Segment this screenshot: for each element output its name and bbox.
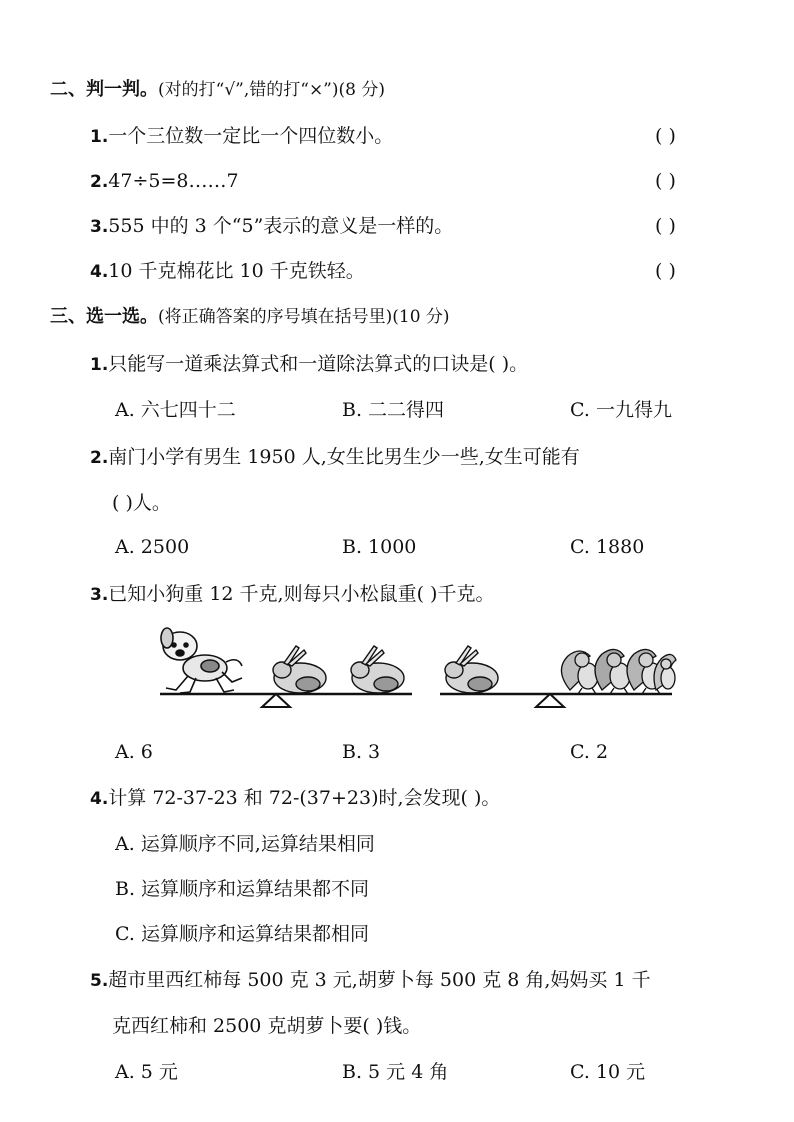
choice-question-2 [90, 445, 580, 470]
option-b[interactable]: B. 二二得四 [342, 399, 445, 421]
question-text: 已知小狗重 12 千克,则每只小松鼠重( )千克。 [108, 583, 495, 605]
choice-question-5 [90, 968, 651, 993]
option-c[interactable]: C. 10 元 [570, 1061, 646, 1083]
rabbit-figure [351, 646, 404, 693]
question-number: 5. [90, 971, 109, 991]
option-c[interactable]: C. 一九得九 [570, 399, 672, 421]
question-text: 只能写一道乘法算式和一道除法算式的口诀是( )。 [108, 353, 529, 375]
option-a[interactable]: A. 5 元 [115, 1061, 178, 1083]
section-3-note: (将正确答案的序号填在括号里)(10 分) [158, 307, 450, 327]
question-text-continued: ( )人。 [112, 492, 171, 514]
answer-parentheses[interactable]: ( ) [655, 260, 676, 282]
judge-question-3 [90, 214, 453, 239]
judge-question-2 [90, 169, 239, 194]
question-text: 555 中的 3 个“5”表示的意义是一样的。 [108, 215, 454, 237]
option-a[interactable]: A. 六七四十二 [115, 399, 236, 421]
question-number: 3. [90, 585, 109, 605]
rabbit-figure [445, 646, 498, 693]
question-number: 2. [90, 172, 109, 192]
choice-question-4 [90, 786, 500, 811]
option-b[interactable]: B. 运算顺序和运算结果都不同 [115, 878, 370, 900]
judge-question-1 [90, 124, 393, 149]
question-number: 1. [90, 127, 109, 147]
balance-illustration [150, 620, 680, 715]
section-2-note: (对的打“√”,错的打“×”)(8 分) [158, 80, 385, 100]
question-text: 47÷5=8……7 [108, 170, 239, 192]
option-a[interactable]: A. 2500 [115, 536, 190, 558]
option-b[interactable]: B. 5 元 4 角 [342, 1061, 449, 1083]
question-text: 南门小学有男生 1950 人,女生比男生少一些,女生可能有 [108, 446, 580, 468]
question-number: 2. [90, 448, 109, 468]
question-number: 4. [90, 262, 109, 282]
option-b[interactable]: B. 1000 [342, 536, 417, 558]
section-3-heading [50, 305, 450, 329]
squirrel-figure [654, 654, 676, 690]
answer-parentheses[interactable]: ( ) [655, 125, 676, 147]
option-c[interactable]: C. 2 [570, 741, 609, 763]
section-2-title: 二、判一判。 [50, 79, 158, 100]
question-text: 超市里西红柿每 500 克 3 元,胡萝卜每 500 克 8 角,妈妈买 1 千 [108, 969, 651, 991]
judge-question-4 [90, 259, 365, 284]
question-number: 1. [90, 355, 109, 375]
answer-parentheses[interactable]: ( ) [655, 215, 676, 237]
answer-parentheses[interactable]: ( ) [655, 170, 676, 192]
question-number: 3. [90, 217, 109, 237]
choice-question-1 [90, 352, 528, 377]
option-c[interactable]: C. 运算顺序和运算结果都相同 [115, 923, 369, 945]
option-a[interactable]: A. 运算顺序不同,运算结果相同 [115, 833, 375, 855]
dog-figure [161, 628, 242, 693]
right-balance-beam [440, 694, 672, 707]
option-b[interactable]: B. 3 [342, 741, 381, 763]
question-text-continued: 克西红柿和 2500 克胡萝卜要( )钱。 [112, 1015, 422, 1037]
squirrel-figure [595, 649, 630, 694]
left-balance-beam [160, 694, 412, 707]
question-text: 一个三位数一定比一个四位数小。 [108, 125, 394, 147]
section-3-title: 三、选一选。 [50, 306, 158, 327]
question-number: 4. [90, 789, 109, 809]
question-text: 计算 72-37-23 和 72-(37+23)时,会发现( )。 [108, 787, 501, 809]
rabbit-figure [273, 646, 326, 693]
section-2-heading [50, 78, 385, 102]
option-c[interactable]: C. 1880 [570, 536, 645, 558]
choice-question-3 [90, 582, 494, 607]
squirrel-figure [561, 651, 598, 694]
option-a[interactable]: A. 6 [115, 741, 153, 763]
question-text: 10 千克棉花比 10 千克铁轻。 [108, 260, 365, 282]
